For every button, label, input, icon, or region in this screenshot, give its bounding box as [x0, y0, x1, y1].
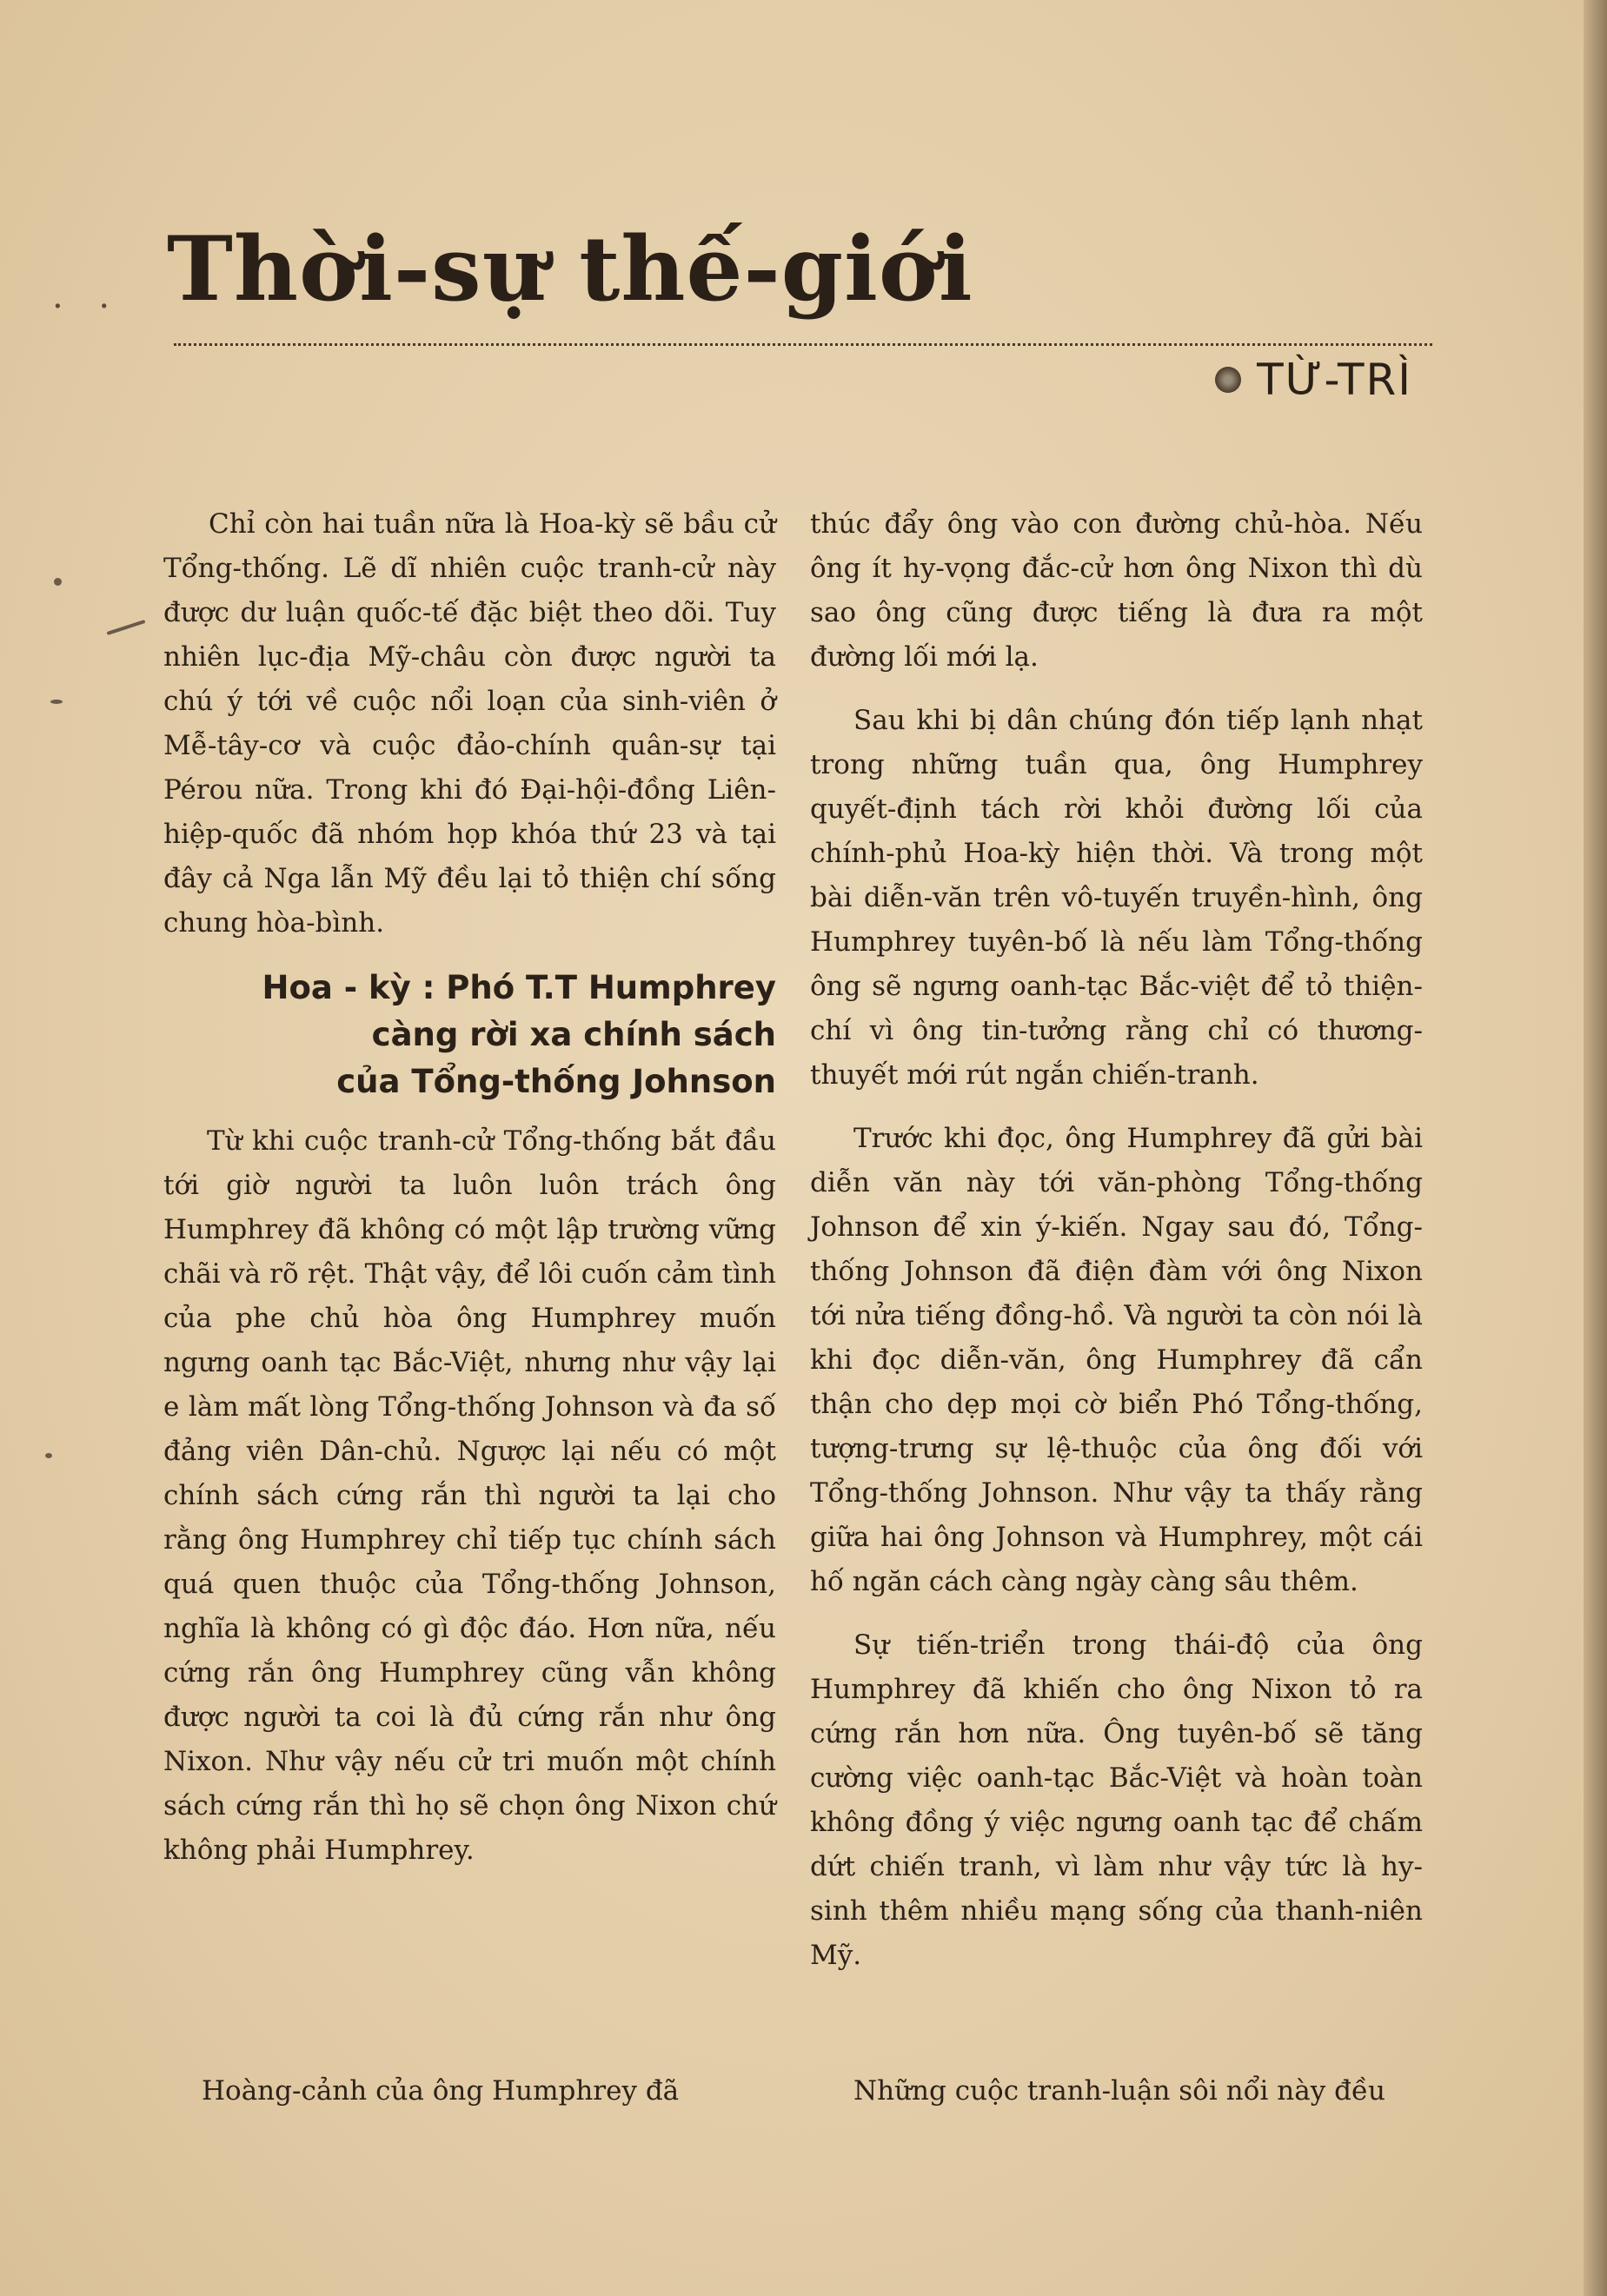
paper-speck	[45, 1453, 52, 1458]
section-heading	[163, 965, 776, 1105]
paragraph-nixon: Sự tiến-triển trong thái-độ của ông Humphrey đã khiến cho ông Nixon tỏ ra cứng rắn hơn nữa. Ông tuyên-bố sẽ tăng cường việc oanh-tạc Bắc-Việt và hoàn toàn không đồng ý việc ngưng oanh tạc để chấm dứt chiến tranh, vì làm như vậy tức là hy-sinh thêm nhiều mạng sống của thanh-niên Mỹ.	[810, 1629, 1423, 1971]
byline	[1215, 355, 1412, 405]
paragraph-continued: thúc đẩy ông vào con đường chủ-hòa. Nếu ông ít hy-vọng đắc-cử hơn ông Nixon thì dù sao ông cũng được tiếng là đưa ra một đường lối mới lạ.	[810, 508, 1423, 673]
paper-scratch	[107, 620, 146, 635]
paper-speck	[54, 578, 62, 586]
right-column	[810, 502, 1423, 1997]
section-heading-line-2: càng rời xa chính sách	[371, 1016, 776, 1053]
page-edge	[1584, 0, 1607, 2296]
bullet-icon	[1215, 367, 1241, 393]
paragraph-speech: Sau khi bị dân chúng đón tiếp lạnh nhạt trong những tuần qua, ông Humphrey quyết-định tách rời khỏi đường lối của chính-phủ Hoa-kỳ hiện thời. Và trong một bài diễn-văn trên vô-tuyến truyền-hình, ông Humphrey tuyên-bố là nếu làm Tổng-thống ông sẽ ngưng oanh-tạc Bắc-việt để tỏ thiện-chí vì ông tin-tưởng rằng chỉ có thương-thuyết mới rút ngắn chiến-tranh.	[810, 705, 1423, 1091]
left-column	[163, 502, 776, 1892]
author-name: TỪ-TRÌ	[1257, 355, 1412, 405]
paragraph-humphrey-stance: Từ khi cuộc tranh-cử Tổng-thống bắt đầu tới giờ người ta luôn luôn trách ông Humphrey đã không có một lập trường vững chãi và rõ rệt. Thật vậy, để lôi cuốn cảm tình của phe chủ hòa ông Humphrey muốn ngưng oanh tạc Bắc-Việt, nhưng như vậy lại e làm mất lòng Tổng-thống Johnson và đa số đảng viên Dân-chủ. Ngược lại nếu có một chính sách cứng rắn thì người ta lại cho rằng ông Humphrey chỉ tiếp tục chính sách quá quen thuộc của Tổng-thống Johnson, nghĩa là không có gì độc đáo. Hơn nữa, nếu cứng rắn ông Humphrey cũng vẫn không được người ta coi là đủ cứng rắn như ông Nixon. Như vậy nếu cử tri muốn một chính sách cứng rắn thì họ sẽ chọn ông Nixon chứ không phải Humphrey.	[163, 1125, 776, 1866]
right-column-last-line: Những cuộc tranh-luận sôi nổi này đều	[853, 2075, 1386, 2107]
left-column-last-line: Hoàng-cảnh của ông Humphrey đã	[202, 2075, 680, 2107]
section-heading-line-1: Hoa - kỳ : Phó T.T Humphrey	[262, 969, 776, 1006]
section-heading-line-3: của Tổng-thống Johnson	[336, 1063, 776, 1100]
paragraph-intro: Chỉ còn hai tuần nữa là Hoa-kỳ sẽ bầu cử Tổng-thống. Lẽ dĩ nhiên cuộc tranh-cử này được dư luận quốc-tế đặc biệt theo dõi. Tuy nhiên lục-địa Mỹ-châu còn được người ta chú ý tới về cuộc nổi loạn của sinh-viên ở Mễ-tây-cơ và cuộc đảo-chính quân-sự tại Pérou nữa. Trong khi đó Đại-hội-đồng Liên-hiệp-quốc đã nhóm họp khóa thứ 23 và tại đây cả Nga lẫn Mỹ đều lại tỏ thiện chí sống chung hòa-bình.	[163, 508, 776, 939]
margin-dash-decoration: . .	[52, 276, 123, 316]
paper-speck	[50, 700, 63, 704]
page-title: Thời-sự thế-giới	[167, 217, 973, 322]
paragraph-johnson: Trước khi đọc, ông Humphrey đã gửi bài diễn văn này tới văn-phòng Tổng-thống Johnson để xin ý-kiến. Ngay sau đó, Tổng-thống Johnson đã điện đàm với ông Nixon tới nửa tiếng đồng-hồ. Và người ta còn nói là khi đọc diễn-văn, ông Humphrey đã cẩn thận cho dẹp mọi cờ biển Phó Tổng-thống, tượng-trưng sự lệ-thuộc của ông đối với Tổng-thống Johnson. Như vậy ta thấy rằng giữa hai ông Johnson và Humphrey, một cái hố ngăn cách càng ngày càng sâu thêm.	[810, 1123, 1423, 1597]
title-divider	[174, 343, 1432, 346]
